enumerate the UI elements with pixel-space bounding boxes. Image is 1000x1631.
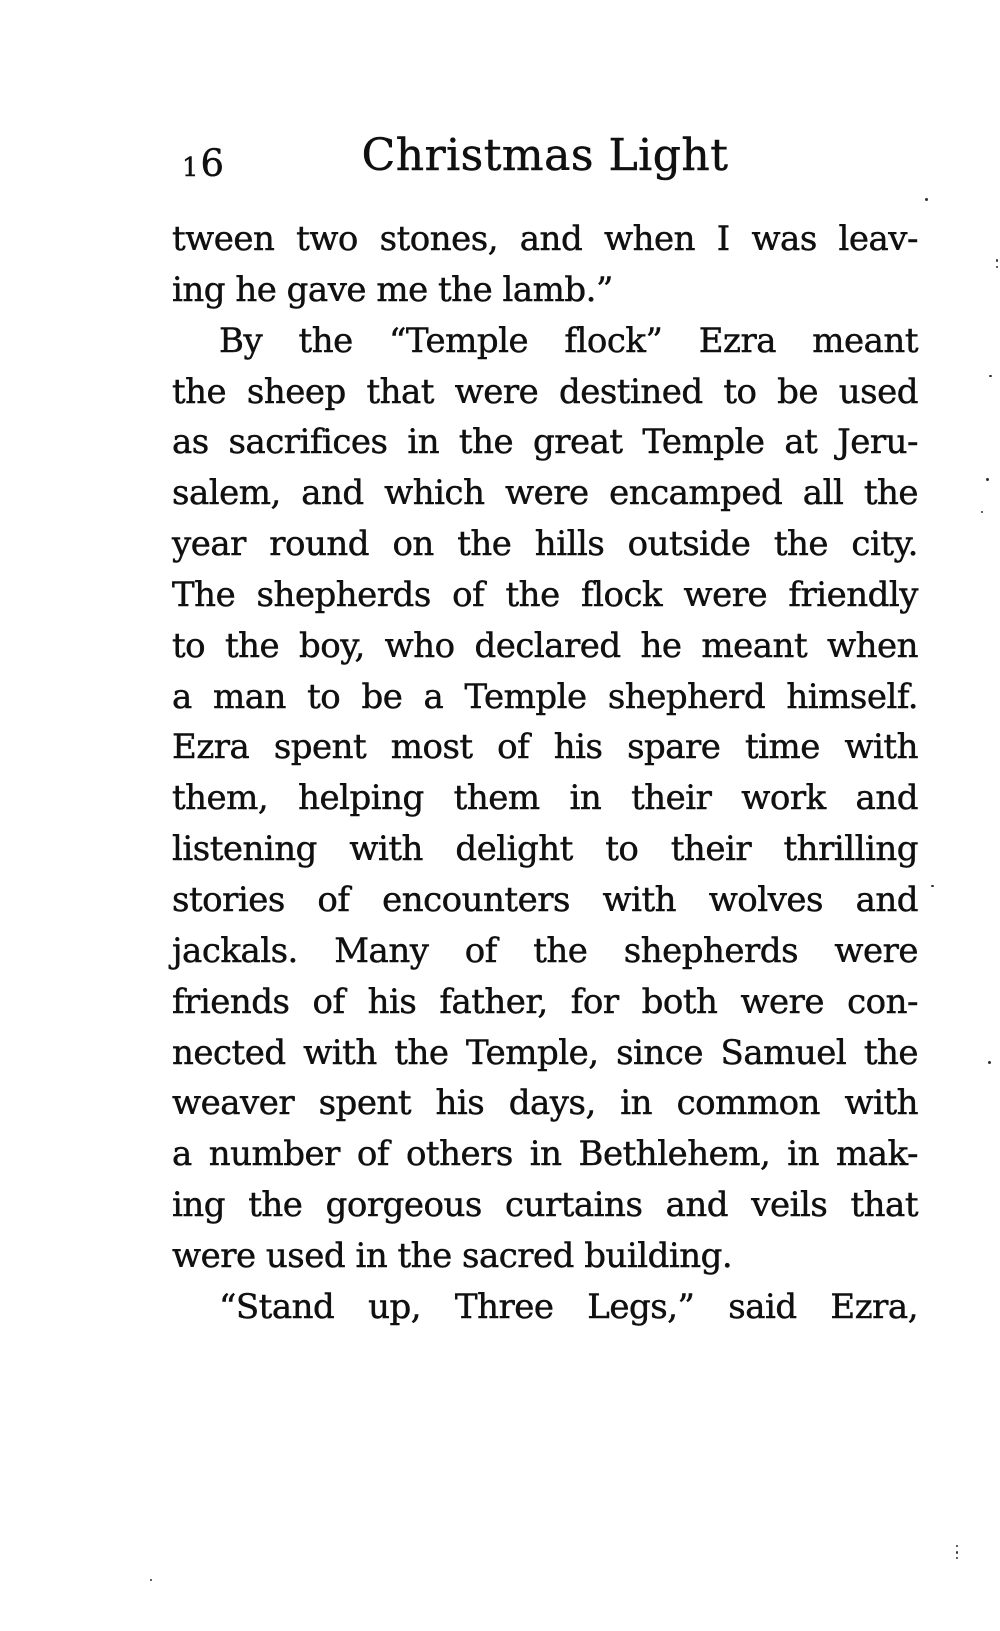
scan-speck [996,259,998,262]
text-line: ing he gave me the lamb.” [172,269,613,310]
text-line: a man to be a Temple shepherd himself. [172,676,918,717]
text-line: By the “Temple flock” Ezra meant [219,320,918,361]
body-text [172,214,918,1333]
text-line: year round on the hills outside the city. [172,524,918,565]
running-title: Christmas Light [361,130,729,181]
text-line: friends of his father, for both were con- [172,981,918,1022]
text-line: stories of encounters with wolves and [172,879,918,920]
text-line: “Stand up, Three Legs,” said Ezra, [219,1286,918,1327]
text-line: ing the gorgeous curtains and veils that [172,1185,918,1226]
text-line: Ezra spent most of his spare time with [172,727,918,768]
scan-speck [996,266,998,268]
text-line: to the boy, who declared he meant when [172,625,918,666]
text-line: were used in the sacred building. [172,1235,733,1276]
scan-speck [956,1557,958,1559]
text-line: The shepherds of the flock were friendly [172,574,918,615]
text-line: them, helping them in their work and [172,778,918,819]
text-line: a number of others in Bethlehem, in mak- [172,1134,918,1175]
text-line: the sheep that were destined to be used [172,371,918,412]
text-line: jackals. Many of the shepherds were [172,930,918,971]
scan-speck [988,1061,991,1064]
text-line: salem, and which were encamped all the [172,473,918,514]
text-line: nected with the Temple, since Samuel the [172,1032,918,1073]
scan-speck [150,1579,152,1581]
text-line: as sacrifices in the great Temple at Jeru- [172,422,918,463]
scan-speck [931,885,934,887]
scan-speck [956,1551,958,1554]
scan-speck [925,198,928,201]
scan-speck [981,511,983,513]
text-line: tween two stones, and when I was leav- [172,219,918,259]
text-line: listening with delight to their thrilling [172,829,918,870]
page-number: 16 [182,142,227,185]
scan-speck [986,478,989,481]
scan-speck [989,375,992,377]
text-line: weaver spent his days, in common with [172,1083,918,1124]
scan-speck [956,1545,958,1547]
